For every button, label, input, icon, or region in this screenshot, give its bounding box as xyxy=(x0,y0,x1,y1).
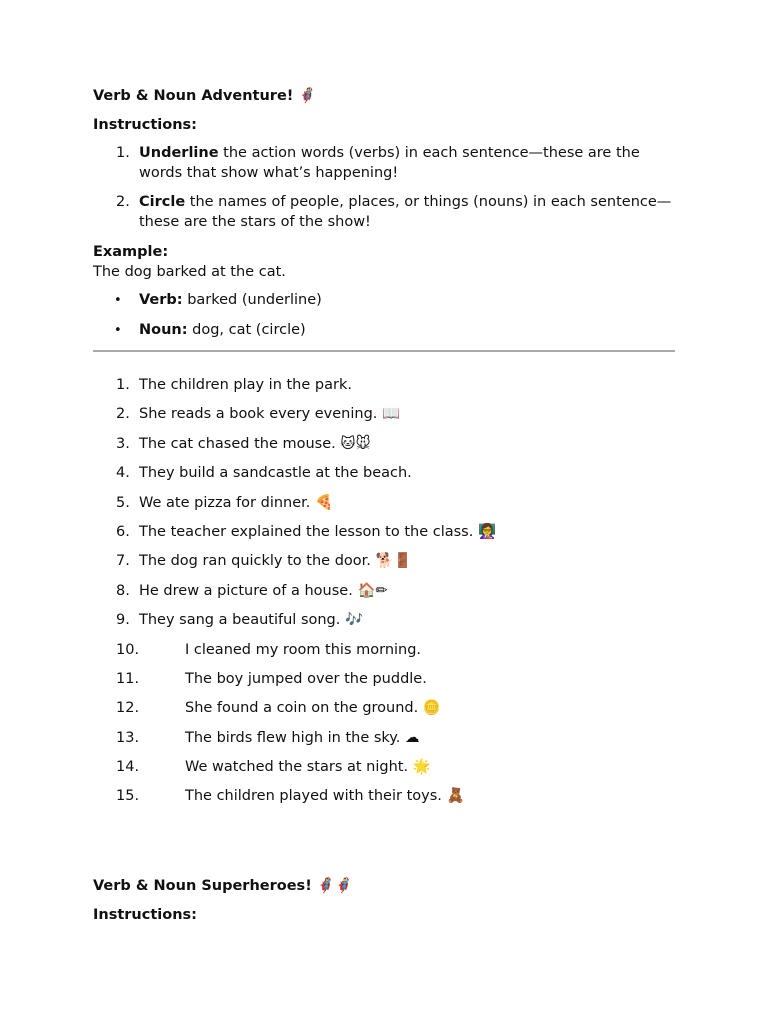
step-number: 1. xyxy=(116,145,130,161)
sentence-text: The birds flew high in the sky. ☁ xyxy=(185,729,420,746)
sentence-item xyxy=(93,464,675,484)
sentence-number: 1. xyxy=(116,377,130,393)
horizontal-divider xyxy=(93,350,675,352)
sentence-text: The cat chased the mouse. 🐱🐭 xyxy=(139,435,371,452)
worksheet xyxy=(93,86,675,817)
sentence-item xyxy=(93,435,675,455)
second-section-title: Verb & Noun Superheroes! 🦸‍♀️🦸‍♂ xyxy=(93,878,353,894)
sentence-item xyxy=(93,405,675,425)
sentence-number: 13. xyxy=(116,729,140,746)
instruction-step xyxy=(93,193,675,232)
step-text: the names of people, places, or things (nouns) in each sentence—these are the stars of the show! xyxy=(139,194,672,230)
second-instructions-label: Instructions: xyxy=(93,907,197,923)
sentence-text: The teacher explained the lesson to the class. 👩‍🏫 xyxy=(139,523,497,540)
sentence-number: 5. xyxy=(116,494,130,511)
sentence-item xyxy=(93,758,675,778)
worksheet-title: Verb & Noun Adventure! 🦸 xyxy=(93,88,317,104)
sentence-text: I cleaned my room this morning. xyxy=(185,641,422,658)
sentence-item xyxy=(93,552,675,572)
sentence-text: The children play in the park. xyxy=(139,377,352,393)
example-point-label: Noun: xyxy=(139,321,188,338)
step-number: 2. xyxy=(116,194,130,210)
example-point-label: Verb: xyxy=(139,292,183,308)
example-point-text: barked (underline) xyxy=(182,292,322,308)
step-text: the action words (verbs) in each sentence—these are the words that show what’s happening! xyxy=(139,145,640,181)
sentence-number: 11. xyxy=(116,670,140,687)
second-section xyxy=(93,876,675,934)
sentence-item xyxy=(93,699,675,719)
sentence-number: 10. xyxy=(116,641,140,658)
sentence-item xyxy=(93,523,675,543)
step-keyword: Circle xyxy=(139,194,186,210)
sentence-text: He drew a picture of a house. 🏠✏ xyxy=(139,582,388,599)
instruction-step xyxy=(93,144,675,183)
sentence-number: 9. xyxy=(116,612,130,629)
step-keyword: Underline xyxy=(139,145,219,161)
sentence-item xyxy=(93,582,675,602)
sentence-number: 4. xyxy=(116,465,130,482)
instruction-steps xyxy=(93,144,675,232)
sentence-number: 7. xyxy=(116,553,130,570)
example-label: Example: xyxy=(93,244,169,260)
sentence-text: They build a sandcastle at the beach. xyxy=(139,465,412,482)
example-points xyxy=(93,291,675,340)
sentence-number: 15. xyxy=(116,788,140,805)
example-point xyxy=(93,291,675,311)
sentence-item xyxy=(93,494,675,514)
bullet-icon: • xyxy=(114,322,122,338)
sentence-number: 14. xyxy=(116,759,140,776)
sentence-text: The boy jumped over the puddle. xyxy=(185,670,427,687)
example-point-text: dog, cat (circle) xyxy=(187,321,306,338)
sentence-text: The dog ran quickly to the door. 🐕🚪 xyxy=(139,553,412,570)
bullet-icon: • xyxy=(114,293,122,308)
sentence-text: We watched the stars at night. 🌟 xyxy=(185,759,431,776)
sentence-number: 2. xyxy=(116,406,130,423)
sentence-number: 3. xyxy=(116,435,130,452)
sentence-item xyxy=(93,787,675,807)
sentence-item xyxy=(93,670,675,690)
sentence-text: They sang a beautiful song. 🎶 xyxy=(139,612,364,629)
sentence-item xyxy=(93,611,675,631)
sentence-text: She reads a book every evening. 📖 xyxy=(139,406,401,423)
sentence-number: 8. xyxy=(116,582,130,599)
instructions-label: Instructions: xyxy=(93,117,197,133)
example-point xyxy=(93,321,675,341)
sentence-number: 6. xyxy=(116,523,130,540)
sentence-item xyxy=(93,641,675,661)
sentence-item xyxy=(93,729,675,749)
sentence-text: The children played with their toys. 🧸 xyxy=(185,788,465,805)
sentence-text: We ate pizza for dinner. 🍕 xyxy=(139,494,334,511)
sentence-item xyxy=(93,376,675,396)
sentence-number: 12. xyxy=(116,700,140,717)
sentence-list xyxy=(93,376,675,807)
example-sentence: The dog barked at the cat. xyxy=(93,264,286,280)
sentence-text: She found a coin on the ground. 🪙 xyxy=(185,700,441,717)
